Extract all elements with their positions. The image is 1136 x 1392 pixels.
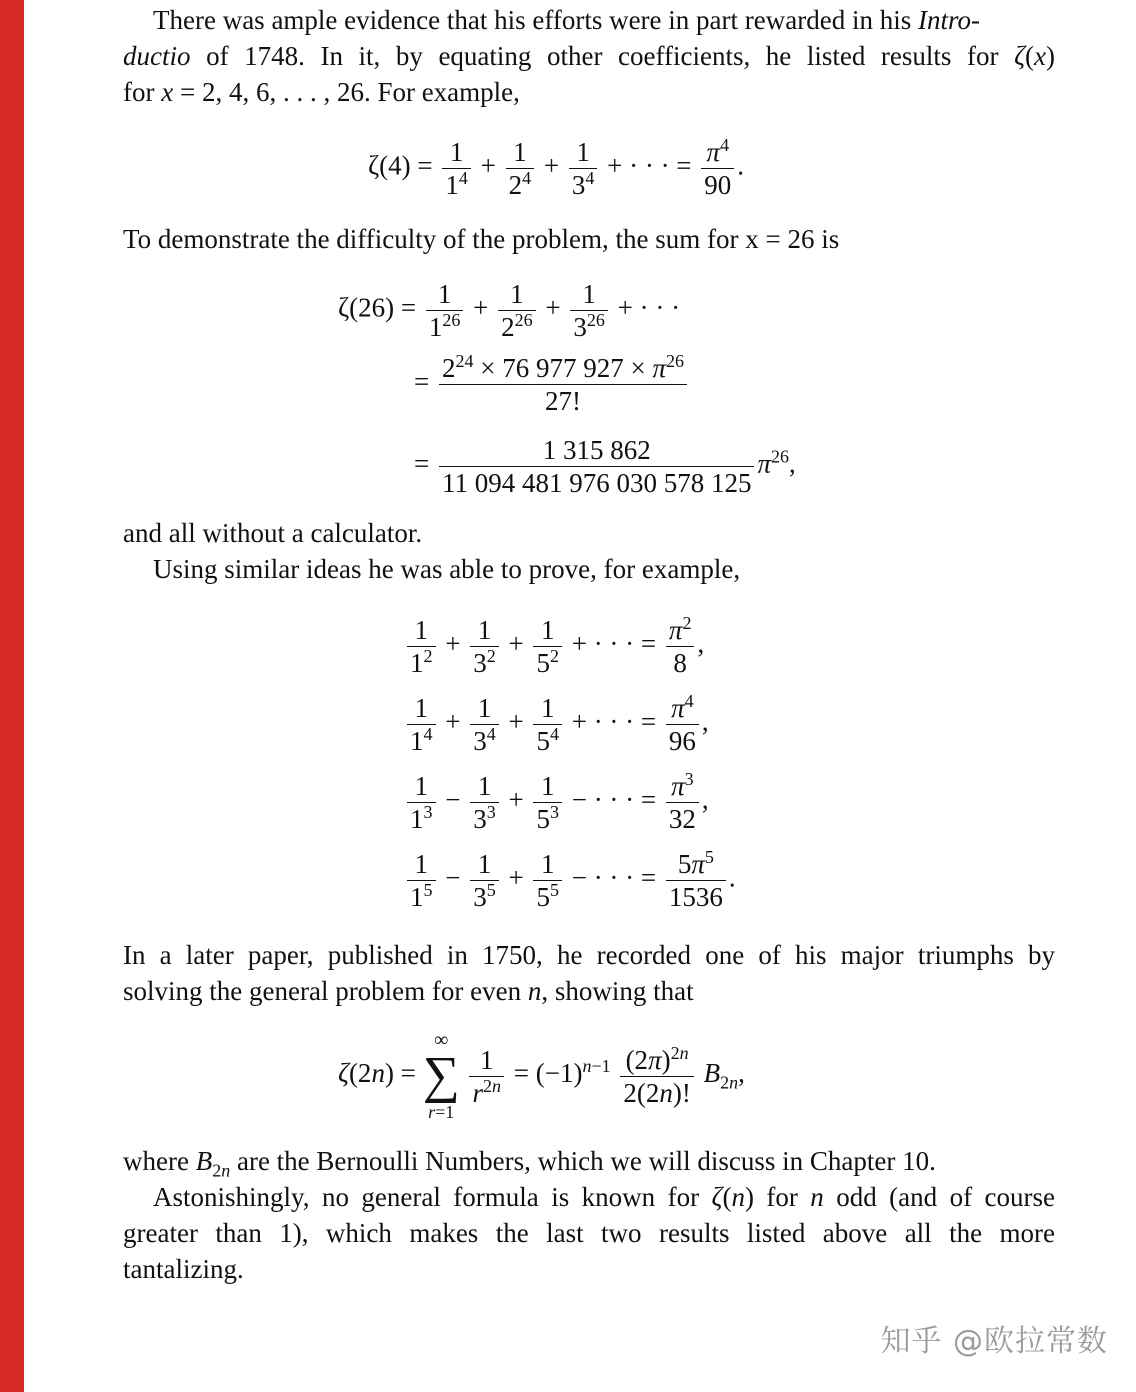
paragraph-3: and all without a calculator. <box>123 518 423 548</box>
summation-sign: ∑ <box>422 1047 460 1104</box>
zhihu-watermark: 知乎 @欧拉常数 <box>880 1324 1108 1359</box>
equation-zeta-2n: ζ(2n) = ∞ ∑ r=1 $\frac{1}{r^{2n}}$ = $(-1)^{n-1}$ $\frac{(2\pi)^{2n}}{2(2n)!}$ $B_{2n}$, <box>338 1029 745 1122</box>
equation-zeta-26-line-2: = $\frac{2^{24} \times 76 977 927 \times \pi^{26}}{27!}$ <box>414 352 690 417</box>
series-3-denominator: 32 <box>668 804 696 834</box>
paragraph-5-line-1: In a later paper, published in 1750, he recorded one of his major triumphs by <box>123 940 1055 970</box>
zeta26-denominator: 11 094 481 976 030 578 125 <box>441 468 752 498</box>
sum-lower-limit: r=1 <box>428 1102 455 1122</box>
series-3: $\frac{1}{1^3}$ − $\frac{1}{3^3}$ + $\frac{1}{5^3}$ − · · · = $\frac{\pi^3}{32}$ , <box>404 770 709 835</box>
equation-zeta-26-line-3: = $\frac{1 315 862}{11 094 481 976 030 578 125}$ $\pi^{26}$, <box>414 435 796 498</box>
equation-zeta-26-line-1: ζ(26) = $\frac{1}{1^{26}}$ + $\frac{1}{2^{26}}$ + $\frac{1}{3^{26}}$ + · · · <box>338 279 681 342</box>
left-red-margin <box>0 0 24 1392</box>
sum-upper-limit: ∞ <box>434 1029 449 1051</box>
paragraph-6: where $B_{2n}$ are the Bernoulli Numbers, which we will discuss in Chapter 10. <box>123 1146 936 1181</box>
series-1: $\frac{1}{1^2}$ + $\frac{1}{3^2}$ + $\frac{1}{5^2}$ + · · · = $\frac{\pi^2}{8}$ , <box>404 614 704 679</box>
book-page <box>24 0 1136 1392</box>
zeta4-lhs: ζ(4) = <box>368 150 433 181</box>
series-4-denominator: 1536 <box>668 882 723 912</box>
series-2-denominator: 96 <box>668 726 696 756</box>
series-2: $\frac{1}{1^4}$ + $\frac{1}{3^4}$ + $\frac{1}{5^4}$ + · · · = $\frac{\pi^4}{96}$ , <box>404 692 709 757</box>
paragraph-1-line-2: ductio of 1748. In it, by equating other coefficients, he listed results for ζ(x) <box>123 41 1055 71</box>
series-4: $\frac{1}{1^5}$ − $\frac{1}{3^5}$ + $\frac{1}{5^5}$ − · · · = $\frac{5\pi^5}{1536}$ . <box>404 848 736 913</box>
paragraph-7-line-2: greater than 1), which makes the last two results listed above all the more <box>123 1218 1055 1248</box>
paragraph-1-line-1: There was ample evidence that his efforts were in part rewarded in his Intro- <box>153 5 980 35</box>
zeta2n-lhs: ζ(2n) = <box>338 1058 416 1089</box>
paragraph-1-line-3: for x = 2, 4, 6, . . . , 26. For example, <box>123 77 520 107</box>
zeta4-denominator: 90 <box>704 170 732 200</box>
paragraph-5-line-2: solving the general problem for even n, showing that <box>123 976 694 1006</box>
fact27: 27! <box>544 386 581 416</box>
paragraph-7-line-1: Astonishingly, no general formula is known for ζ(n) for n odd (and of course <box>153 1182 1055 1212</box>
paragraph-4: Using similar ideas he was able to prove, for example, <box>153 554 741 584</box>
paragraph-7-line-3: tantalizing. <box>123 1254 244 1284</box>
zeta26-numerator: 1 315 862 <box>439 434 755 467</box>
zeta26-lhs: ζ(26) = <box>338 292 417 323</box>
paragraph-2: To demonstrate the difficulty of the problem, the sum for x = 26 is <box>123 224 840 254</box>
equation-zeta-4: ζ(4) = $\frac{1}{1^4}$ + $\frac{1}{2^4}$ + $\frac{1}{3^4}$ + · · · = $\frac{\pi^4}{90}$ . <box>368 135 745 200</box>
series-1-denominator: 8 <box>673 648 687 678</box>
